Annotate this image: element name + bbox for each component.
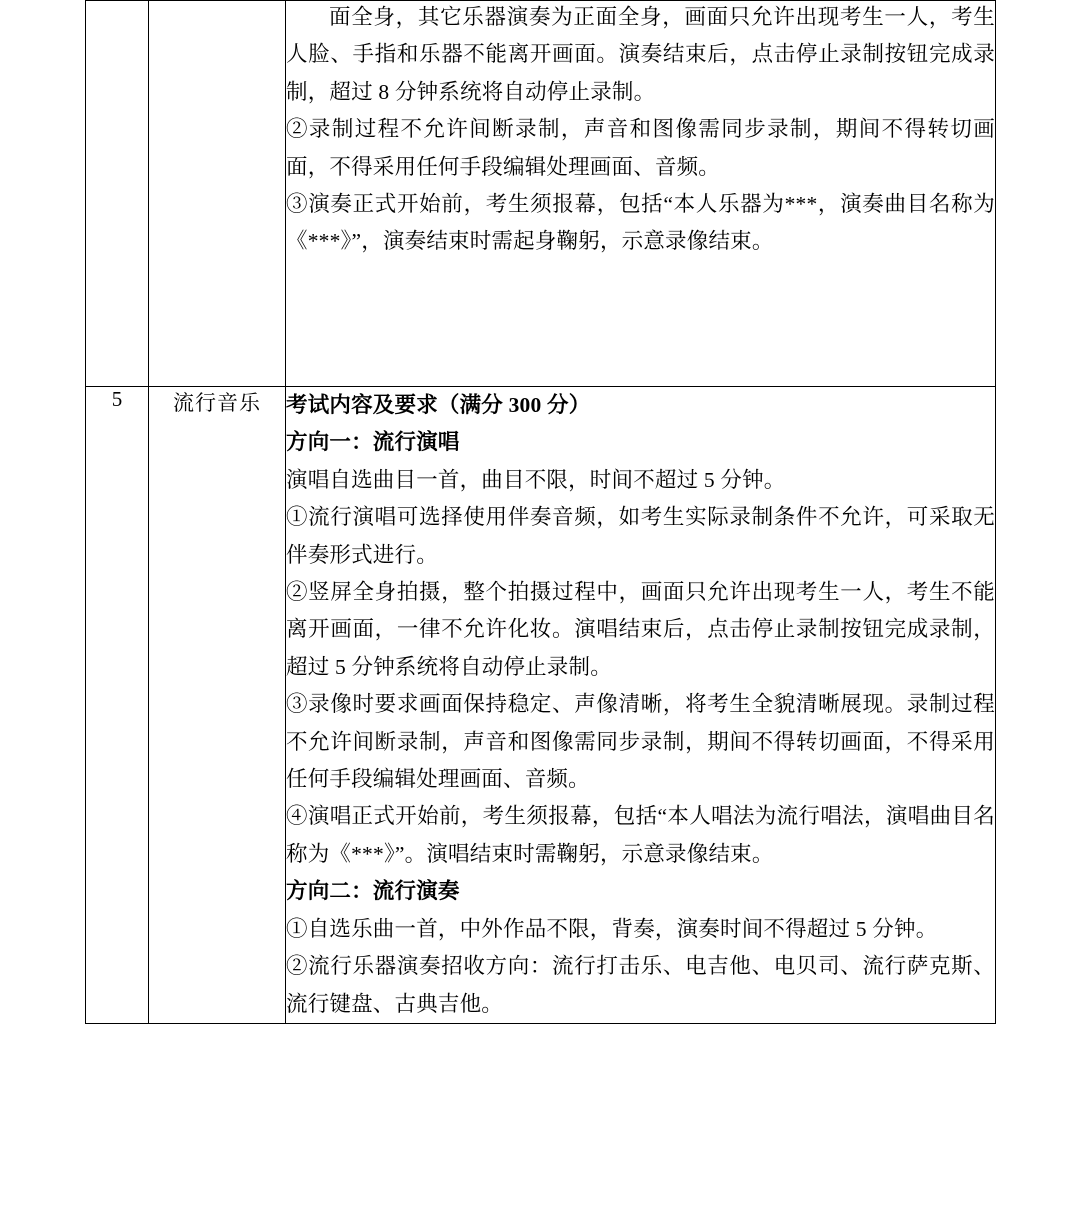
table-row	[86, 387, 996, 1024]
section-heading: 方向一：流行演唱	[286, 430, 460, 455]
section-heading: 方向二：流行演奏	[286, 879, 460, 904]
paragraph: ④演唱正式开始前，考生须报幕，包括“本人唱法为流行唱法，演唱曲目名称为《***》”。演唱结束时需鞠躬，示意录像结束。	[286, 804, 995, 866]
row-number-cell	[86, 1, 149, 387]
row-number: 5	[111, 387, 123, 411]
paragraph: ③录像时要求画面保持稳定、声像清晰，将考生全貌清晰展现。录制过程不允许间断录制，声音和图像需同步录制，期间不得转切画面，不得采用任何手段编辑处理画面、音频。	[286, 692, 995, 792]
paragraph: ②竖屏全身拍摄，整个拍摄过程中，画面只允许出现考生一人，考生不能离开画面，一律不允许化妆。演唱结束后，点击停止录制按钮完成录制，超过 5 分钟系统将自动停止录制。	[286, 580, 995, 679]
table-row	[86, 1, 996, 387]
paragraph: 面全身，其它乐器演奏为正面全身，画面只允许出现考生一人，考生人脸、手指和乐器不能离开画面。演奏结束后，点击停止录制按钮完成录制，超过 8 分钟系统将自动停止录制。	[286, 5, 995, 104]
row-major-label: 流行音乐	[173, 391, 261, 415]
row-major-cell	[149, 1, 286, 387]
row-major-cell	[149, 387, 286, 1024]
paragraph: 演唱自选曲目一首，曲目不限，时间不超过 5 分钟。	[286, 467, 786, 492]
section-heading: 考试内容及要求（满分 300 分）	[286, 393, 591, 417]
paragraph: ①流行演唱可选择使用伴奏音频，如考生实际录制条件不允许，可采取无伴奏形式进行。	[286, 505, 995, 567]
paragraph: ②流行乐器演奏招收方向：流行打击乐、电吉他、电贝司、流行萨克斯、流行键盘、古典吉他。	[286, 954, 995, 1016]
row-content-cell	[286, 387, 996, 1024]
exam-requirements-table	[85, 0, 996, 1024]
row-content-cell	[286, 1, 996, 387]
paragraph: ②录制过程不允许间断录制，声音和图像需同步录制，期间不得转切画面，不得采用任何手段编辑处理画面、音频。	[286, 117, 995, 179]
paragraph: ①自选乐曲一首，中外作品不限，背奏，演奏时间不得超过 5 分钟。	[286, 916, 938, 941]
paragraph: ③演奏正式开始前，考生须报幕，包括“本人乐器为***，演奏曲目名称为《***》”，演奏结束时需起身鞠躬，示意录像结束。	[286, 192, 995, 254]
row-number-cell	[86, 387, 149, 1024]
